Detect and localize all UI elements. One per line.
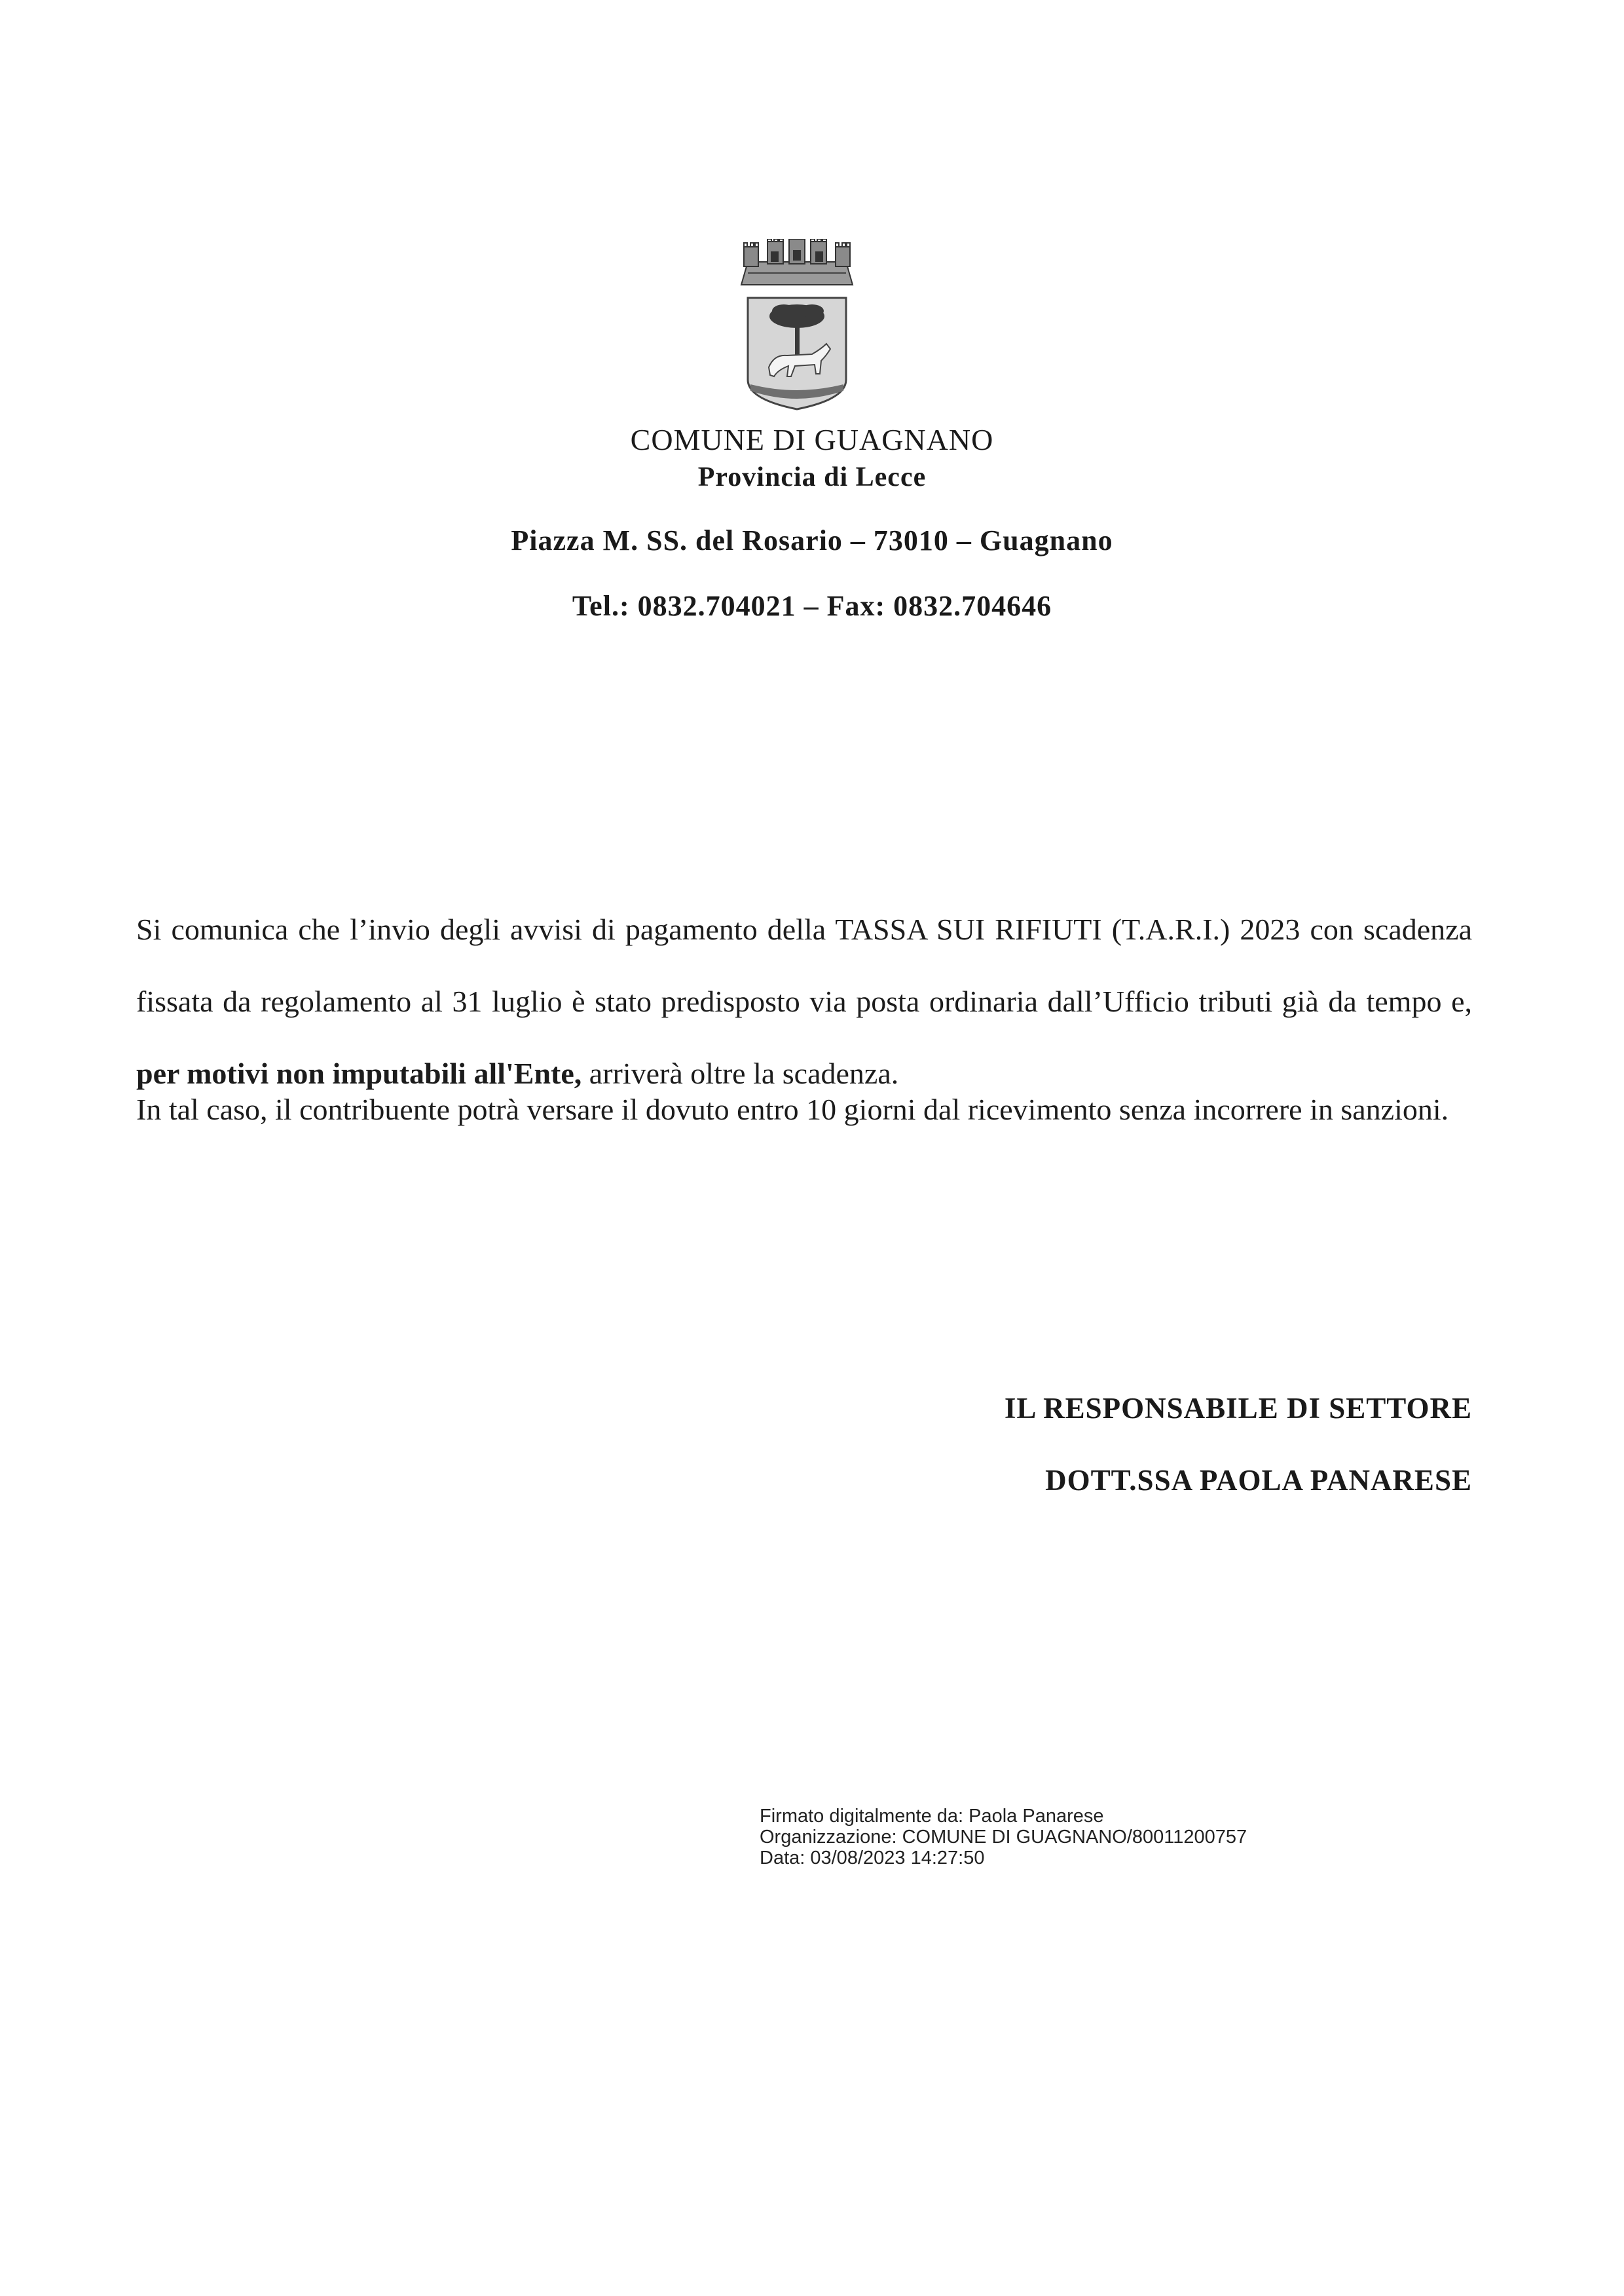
signatory-role: IL RESPONSABILE DI SETTORE xyxy=(1004,1392,1472,1425)
mural-crown xyxy=(741,239,853,285)
notice-paragraph-2: In tal caso, il contribuente potrà versare il dovuto entro 10 giorni dal ricevimento senza incorrere in sanzioni. xyxy=(136,1093,1449,1126)
province-subtitle: Provincia di Lecce xyxy=(697,462,927,492)
digital-signature-organization: Organizzazione: COMUNE DI GUAGNANO/80011200757 xyxy=(760,1827,1247,1848)
coat-of-arms-icon xyxy=(735,239,859,416)
notice-text-emphasis: per motivi non imputabili all'Ente, xyxy=(136,1057,582,1090)
digital-signature-stamp xyxy=(760,1806,1247,1868)
contacts-line: Tel.: 0832.704021 – Fax: 0832.704646 xyxy=(572,590,1052,622)
municipality-title: COMUNE DI GUAGNANO xyxy=(630,423,994,456)
digital-signature-signer: Firmato digitalmente da: Paola Panarese xyxy=(760,1806,1104,1827)
address-line: Piazza M. SS. del Rosario – 73010 – Guagnano xyxy=(511,524,1113,556)
notice-text-start: Si comunica che l’invio degli avvisi di pagamento della TASSA SUI RIFIUTI (T.A.R.I.) 2023 con scadenza fissata da regolamento al 31 luglio è stato predisposto via posta ordinaria dall’Ufficio tributi già da tempo e, xyxy=(136,913,1472,1018)
signatory-name: DOTT.SSA PAOLA PANARESE xyxy=(1045,1464,1472,1497)
digital-signature-date: Data: 03/08/2023 14:27:50 xyxy=(760,1848,985,1868)
notice-text-end: arriverà oltre la scadenza. xyxy=(589,1057,899,1090)
